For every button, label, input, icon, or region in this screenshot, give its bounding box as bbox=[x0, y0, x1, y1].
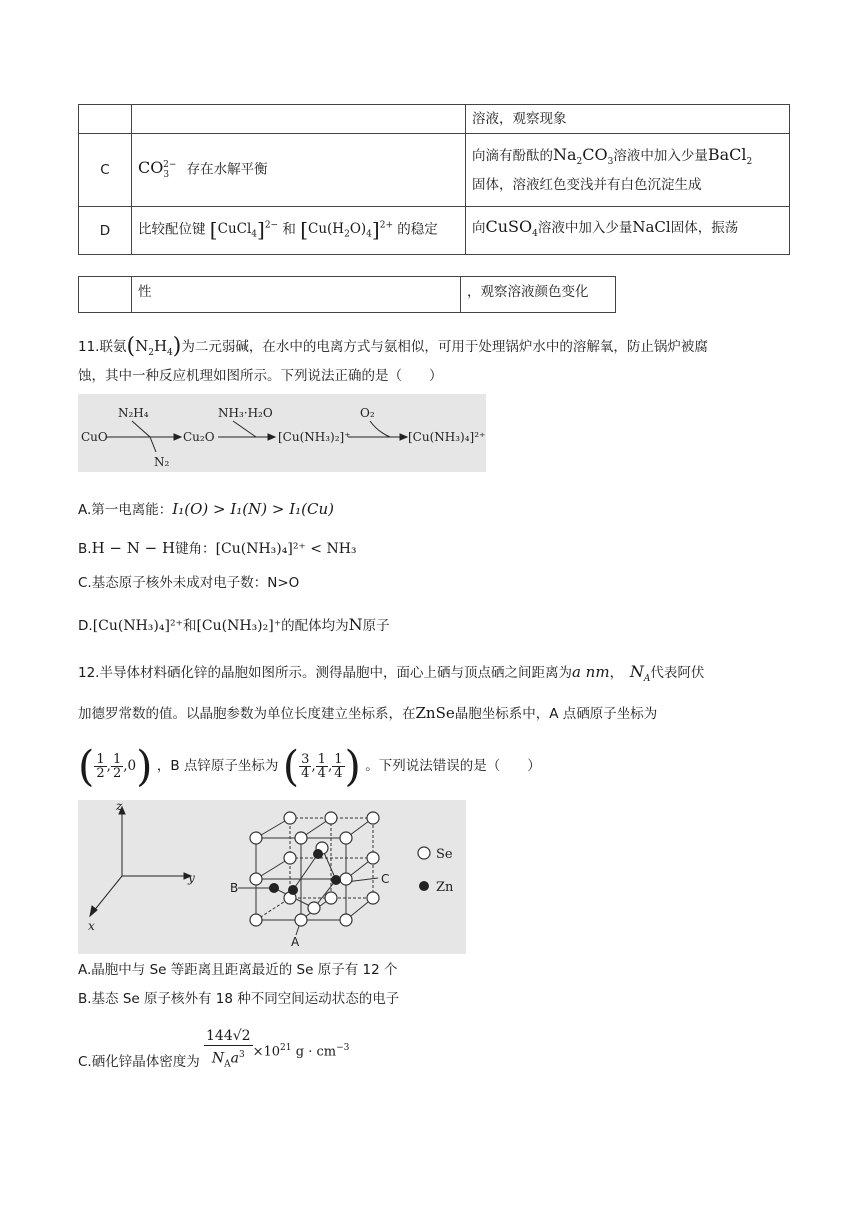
reaction-mechanism-svg bbox=[78, 394, 486, 472]
se-atom bbox=[340, 832, 352, 844]
se-atom bbox=[367, 852, 379, 864]
axis-z-label: z bbox=[116, 800, 123, 813]
row-label-d: D bbox=[79, 207, 132, 255]
table-cell: 性 bbox=[132, 277, 461, 313]
q12-intro-line3: ( $\frac{1}{2}$ , $\frac{1}{2}$ ,0) ，B 点锌原子坐标为 ( $\frac{3}{4}$ , $\frac{1}{4}$ , $\frac{1}{4}$ ) 。下列说法错误的是（ ） bbox=[78, 741, 541, 791]
label-a: A bbox=[291, 935, 300, 949]
cuo-label: CuO bbox=[81, 430, 108, 444]
cunh32-label: [Cu(NH₃)₂]⁺ bbox=[278, 430, 351, 444]
zn-atom bbox=[269, 883, 279, 893]
se-atom bbox=[308, 902, 320, 914]
unit-cell-svg bbox=[78, 800, 466, 954]
se-atom bbox=[250, 832, 262, 844]
q11-intro-line1: 11.联氨$(N_2H_4)$为二元弱碱，在水中的电离方式与氨相似，可用于处理锅炉水中的溶解氧，防止锅炉被腐 bbox=[78, 334, 708, 359]
cu2o-label: Cu₂O bbox=[183, 430, 215, 444]
zn-atom bbox=[331, 875, 341, 885]
se-atom bbox=[340, 914, 352, 926]
axis-x-label: x bbox=[88, 919, 95, 933]
legend-se-icon bbox=[418, 847, 430, 859]
label-c: C bbox=[381, 872, 390, 886]
zn-atom bbox=[313, 849, 323, 859]
q12-option-b: B.基态 Se 原子核外有 18 种不同空间运动状态的电子 bbox=[78, 991, 400, 1007]
zn-atom bbox=[288, 885, 298, 895]
se-atom bbox=[284, 852, 296, 864]
table-cell: 比较配位键 [CuCl$_4$]$^{2-}$ 和 $[Cu(H_2O)_4]^{2+}$ 的稳定 bbox=[132, 207, 466, 255]
q11-option-a: A.第一电离能：I₁(O) > I₁(N) > I₁(Cu) bbox=[78, 500, 334, 518]
row-label-c: C bbox=[79, 134, 132, 207]
se-atom bbox=[367, 812, 379, 824]
se-atom bbox=[295, 832, 307, 844]
nh3h2o-label: NH₃·H₂O bbox=[218, 406, 273, 420]
axis-y-label: y bbox=[188, 871, 195, 885]
n2h4-label: N₂H₄ bbox=[118, 406, 149, 420]
se-atom bbox=[325, 892, 337, 904]
se-atom bbox=[250, 914, 262, 926]
experiment-table bbox=[78, 104, 790, 255]
table-cell: ，观察溶液颜色变化 bbox=[461, 277, 616, 313]
se-atom bbox=[367, 892, 379, 904]
se-atom bbox=[295, 914, 307, 926]
table-cell: 向滴有酚酞的$Na_2CO_3$溶液中加入少量BaCl$_2$ 固体，溶液红色变浅并有白色沉淀生成 bbox=[466, 134, 790, 207]
n2-label: N₂ bbox=[154, 455, 170, 469]
se-atom bbox=[340, 873, 352, 885]
o2-label: O₂ bbox=[360, 406, 375, 420]
table-cell bbox=[79, 277, 132, 313]
table-cell bbox=[132, 105, 466, 134]
q12-option-c: C.硒化锌晶体密度为 $\frac{144√2}{N_Aa^3}$ $\times 10^{21}$ $g \cdot cm^{-3}$ bbox=[78, 1027, 350, 1071]
q11-option-c: C.基态原子核外未成对电子数：N>O bbox=[78, 575, 300, 591]
se-atom bbox=[284, 812, 296, 824]
legend-se-label: Se bbox=[436, 847, 453, 862]
reaction-mechanism-figure bbox=[78, 394, 486, 472]
legend-zn-label: Zn bbox=[436, 880, 454, 895]
q12-intro-line2: 加德罗常数的值。以晶胞参数为单位长度建立坐标系，在ZnSe晶胞坐标系中，A 点硒原子坐标为 bbox=[78, 704, 658, 722]
q12-option-a: A.晶胞中与 Se 等距离且距离最近的 Se 原子有 12 个 bbox=[78, 962, 398, 978]
q11-intro-line2: 蚀，其中一种反应机理如图所示。下列说法正确的是（ ） bbox=[78, 368, 443, 384]
experiment-table-continued bbox=[78, 276, 616, 313]
se-atom bbox=[325, 812, 337, 824]
table-cell: 向CuSO$_4$溶液中加入少量NaCl固体，振荡 bbox=[466, 207, 790, 255]
table-cell bbox=[79, 105, 132, 134]
legend-zn-icon bbox=[419, 881, 429, 891]
se-atom bbox=[250, 873, 262, 885]
cunh34-label: [Cu(NH₃)₄]²⁺ bbox=[408, 430, 486, 444]
q12-intro-line1: 12.半导体材料硒化锌的晶胞如图所示。测得晶胞中，面心上硒与顶点硒之间距离为a nm， $N_A$代表阿伏 bbox=[78, 662, 705, 685]
label-b: B bbox=[230, 881, 239, 895]
zinc-selenide-unit-cell-figure bbox=[78, 800, 466, 954]
table-cell: 溶液，观察现象 bbox=[466, 105, 790, 134]
table-cell: $CO_3^{2-}$ 存在水解平衡 bbox=[132, 134, 466, 207]
q11-option-b: B.H − N − H键角：[Cu(NH₃)₄]²⁺ < NH₃ bbox=[78, 539, 357, 557]
q11-option-d: D.[Cu(NH₃)₄]²⁺和[Cu(NH₃)₂]⁺的配体均为N原子 bbox=[78, 615, 390, 634]
